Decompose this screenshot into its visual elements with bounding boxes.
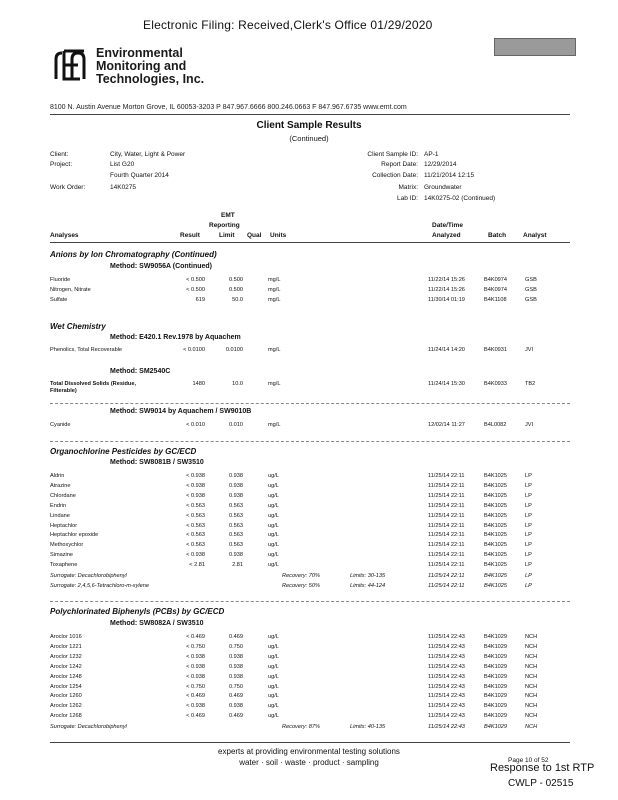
result-value: 1480 [192, 381, 205, 387]
analyst: GSB [525, 296, 537, 303]
analyst: LP [525, 482, 532, 489]
analyzed-date: 11/25/14 22:11 [428, 522, 465, 529]
analyzed-date: 11/25/14 22:11 [428, 532, 465, 539]
units: ug/L [268, 502, 279, 509]
section-title: Wet Chemistry [50, 322, 106, 331]
reporting-limit: 0.563 [229, 542, 243, 549]
analyst: LP [525, 492, 532, 499]
method-label: Method: SW8082A / SW3510 [110, 620, 204, 627]
analyzed-date: 11/25/14 22:11 [428, 562, 465, 569]
table-row [50, 644, 570, 653]
table-row [50, 532, 570, 541]
reporting-limit: 0.500 [229, 277, 243, 283]
units: ug/L [268, 552, 279, 559]
table-row [50, 542, 570, 551]
footer-services: water · soil · waste · product · sampling [239, 758, 379, 767]
batch-id: B4K1029 [484, 634, 508, 640]
batch-id: B4K0931 [484, 347, 508, 353]
reporting-limit: 0.938 [229, 663, 243, 670]
analyzed-date: 11/30/14 01:19 [428, 296, 465, 303]
batch-id: B4K1029 [484, 673, 508, 680]
units: ug/L [268, 542, 279, 549]
reporting-limit: 0.938 [229, 703, 243, 710]
table-row [50, 503, 570, 512]
analyst: LP [525, 502, 532, 509]
analyte-name: Aroclor 1254 [50, 683, 82, 690]
units: ug/L [268, 522, 279, 529]
response-label: Response to 1st RTP [490, 762, 595, 774]
analyzed-date: 11/22/14 15:26 [428, 277, 465, 283]
batch-id: B4K1025 [484, 552, 508, 559]
table-row [50, 381, 570, 394]
section-title: Polychlorinated Biphenyls (PCBs) by GC/ECD [50, 607, 225, 616]
batch-id: B4K1029 [484, 713, 508, 720]
result-value: < 0.563 [186, 522, 205, 529]
reporting-limit: 0.938 [229, 492, 243, 499]
reporting-limit: 0.938 [229, 673, 243, 680]
result-value: < 0.469 [186, 693, 205, 700]
units: ug/L [268, 634, 279, 640]
result-value: < 0.938 [186, 552, 205, 559]
method-label: Method: E420.1 Rev.1978 by Aquachem [110, 334, 241, 341]
reporting-limit: 10.0 [232, 381, 243, 387]
analyst: LP [525, 542, 532, 549]
method-label: Method: SW9056A (Continued) [110, 263, 213, 270]
batch-id: B4K1025 [484, 532, 508, 539]
table-row [50, 674, 570, 683]
analyst: TB2 [525, 381, 536, 387]
reporting-limit: 0.938 [229, 473, 243, 479]
analyzed-date: 11/25/14 22:43 [428, 703, 465, 710]
analyte-name: Chlordane [50, 492, 76, 499]
units: mg/L [268, 296, 281, 303]
section-divider [50, 441, 570, 442]
reporting-limit: 0.938 [229, 482, 243, 489]
units: ug/L [268, 653, 279, 660]
analyte-name: Aroclor 1016 [50, 634, 82, 640]
surrogate-row: Surrogate: Decachlorobiphenyl Recovery: 87% Limits: 40-135 11/25/14 22:43 B4K1029 NCH [50, 724, 538, 731]
analyzed-date: 11/25/14 22:43 [428, 663, 465, 670]
analyzed-date: 11/25/14 22:43 [428, 653, 465, 660]
batch-id: B4K1025 [484, 492, 508, 499]
analyte-name: Nitrogen, Nitrate [50, 286, 91, 293]
analyst: NCH [525, 683, 538, 690]
analyte-name: Cyanide [50, 422, 71, 428]
units: ug/L [268, 693, 279, 700]
units: ug/L [268, 683, 279, 690]
method-label: Method: SM2540C [110, 368, 171, 375]
result-value: < 0.750 [186, 683, 205, 690]
analyte-name: Heptachlor [50, 522, 78, 529]
analyte-name: Total Dissolved Solids (Residue, Filterable) [50, 381, 136, 394]
analyst: GSB [525, 286, 537, 293]
units: mg/L [268, 422, 281, 428]
analyst: NCH [525, 673, 538, 680]
analyzed-date: 11/25/14 22:43 [428, 693, 465, 700]
batch-id: B4K0974 [484, 277, 508, 283]
result-value: < 0.750 [186, 643, 205, 650]
result-value: < 0.563 [186, 532, 205, 539]
analyte-name: Simazine [50, 552, 74, 559]
result-value: < 0.469 [186, 634, 205, 640]
analyte-name: Aroclor 1268 [50, 713, 82, 720]
analyst: NCH [525, 653, 538, 660]
analyte-name: Aroclor 1262 [50, 703, 82, 710]
batch-id: B4K1025 [484, 482, 508, 489]
emt-logo-icon [50, 47, 92, 83]
table-row [50, 473, 570, 482]
units: ug/L [268, 562, 279, 569]
table-row [50, 277, 570, 286]
section-title: Organochlorine Pesticides by GC/ECD [50, 447, 197, 456]
table-row [50, 634, 570, 643]
result-value: < 0.0100 [183, 347, 205, 353]
analyzed-date: 11/25/14 22:11 [428, 482, 465, 489]
analyte-name: Aroclor 1221 [50, 643, 82, 650]
analyte-name: Aroclor 1248 [50, 673, 82, 680]
table-row [50, 347, 570, 356]
analyst: LP [525, 512, 532, 519]
units: ug/L [268, 713, 279, 720]
analyte-name: Aroclor 1232 [50, 653, 82, 660]
analyzed-date: 11/25/14 22:43 [428, 683, 465, 690]
analyzed-date: 11/25/14 22:43 [428, 713, 465, 720]
units: mg/L [268, 277, 281, 283]
section-divider [50, 601, 570, 602]
analyzed-date: 11/25/14 22:11 [428, 552, 465, 559]
filing-header: Electronic Filing: Received,Clerk's Office 01/29/2020 [143, 18, 433, 32]
batch-id: B4K1025 [484, 473, 508, 479]
result-value: < 0.938 [186, 663, 205, 670]
reporting-limit: 0.469 [229, 713, 243, 720]
method-label: Method: SW8081B / SW3510 [110, 459, 204, 466]
units: ug/L [268, 482, 279, 489]
batch-id: B4K0974 [484, 286, 508, 293]
analyte-name: Heptachlor epoxide [50, 532, 99, 539]
batch-id: B4K0933 [484, 381, 508, 387]
reporting-limit: 2.81 [232, 562, 243, 569]
table-row [50, 513, 570, 522]
table-row [50, 664, 570, 673]
analyte-name: Atrazine [50, 482, 71, 489]
reporting-limit: 0.563 [229, 532, 243, 539]
units: ug/L [268, 532, 279, 539]
batch-id: B4K1029 [484, 683, 508, 690]
analyte-name: Sulfate [50, 296, 68, 303]
analyst: NCH [525, 643, 538, 650]
table-row [50, 523, 570, 532]
company-name: Environmental Monitoring and Technologies, Inc. [96, 46, 205, 86]
result-value: < 0.938 [186, 482, 205, 489]
analyzed-date: 11/25/14 22:43 [428, 673, 465, 680]
column-rule [50, 242, 570, 243]
batch-id: B4L0082 [484, 422, 507, 428]
result-value: < 0.500 [186, 277, 205, 283]
section-title: Anions by Ion Chromatography (Continued) [50, 250, 217, 259]
table-row [50, 422, 570, 431]
method-label: Method: SW9014 by Aquachem / SW9010B [110, 408, 252, 415]
batch-id: B4K1025 [484, 522, 508, 529]
analyte-name: Aroclor 1242 [50, 663, 82, 670]
table-row [50, 654, 570, 663]
table-row [50, 562, 570, 571]
batch-id: B4K1029 [484, 663, 508, 670]
batch-id: B4K1029 [484, 693, 508, 700]
received-stamp [494, 38, 576, 56]
analyte-name: Methoxychlor [50, 542, 84, 549]
footer-rule [50, 742, 570, 743]
table-row [50, 287, 570, 296]
analyte-name: Endrin [50, 502, 67, 509]
analyst: JVI [525, 422, 534, 428]
result-value: < 0.010 [186, 422, 205, 428]
analyst: NCH [525, 663, 538, 670]
units: mg/L [268, 381, 281, 387]
reporting-limit: 0.750 [229, 683, 243, 690]
surrogate-row: Surrogate: 2,4,5,6-Tetrachloro-m-xylene Recovery: 50% Limits: 44-124 11/25/14 22:11 B4K1025 LP [50, 582, 532, 589]
batch-id: B4K1029 [484, 703, 508, 710]
bates-number: CWLP - 02515 [508, 778, 574, 789]
result-value: < 0.563 [186, 502, 205, 509]
result-value: < 0.938 [186, 492, 205, 499]
result-value: < 2.81 [189, 562, 205, 569]
analyst: LP [525, 552, 532, 559]
batch-id: B4K1025 [484, 562, 508, 569]
table-row [50, 297, 570, 306]
reporting-limit: 0.938 [229, 653, 243, 660]
units: ug/L [268, 492, 279, 499]
units: ug/L [268, 663, 279, 670]
result-value: < 0.938 [186, 673, 205, 680]
units: mg/L [268, 347, 281, 353]
table-row [50, 552, 570, 561]
method-divider [50, 403, 570, 404]
analyst: NCH [525, 703, 538, 710]
analyst: NCH [525, 693, 538, 700]
reporting-limit: 0.469 [229, 693, 243, 700]
analyzed-date: 11/25/14 22:43 [428, 643, 465, 650]
header-rule [50, 114, 570, 115]
analyte-name: Aldrin [50, 473, 65, 479]
reporting-limit: 0.469 [229, 634, 243, 640]
analyzed-date: 12/02/14 11:27 [428, 422, 465, 428]
units: ug/L [268, 512, 279, 519]
reporting-limit: 0.938 [229, 552, 243, 559]
batch-id: B4K1029 [484, 643, 508, 650]
reporting-limit: 0.500 [229, 286, 243, 293]
analyte-name: Lindane [50, 512, 70, 519]
analyzed-date: 11/25/14 22:11 [428, 502, 465, 509]
result-value: < 0.563 [186, 512, 205, 519]
company-address: 8100 N. Austin Avenue Morton Grove, IL 60053-3203 P 847.967.6666 800.246.0663 F 847.967.6735 www.emt.com [50, 104, 407, 111]
analyzed-date: 11/25/14 22:11 [428, 512, 465, 519]
result-value: < 0.938 [186, 473, 205, 479]
analyst: GSB [525, 277, 537, 283]
analyte-name: Aroclor 1260 [50, 693, 82, 700]
analyzed-date: 11/25/14 22:11 [428, 473, 465, 479]
table-row [50, 493, 570, 502]
analyzed-date: 11/24/14 14:20 [428, 347, 465, 353]
analyst: LP [525, 522, 532, 529]
units: ug/L [268, 473, 279, 479]
analyzed-date: 11/25/14 22:11 [428, 542, 465, 549]
analyst: NCH [525, 634, 538, 640]
analyzed-date: 11/24/14 15:30 [428, 381, 465, 387]
reporting-limit: 0.010 [229, 422, 243, 428]
table-row [50, 713, 570, 722]
table-row [50, 703, 570, 712]
surrogate-row: Surrogate: Decachlorobiphenyl Recovery: 70% Limits: 30-135 11/25/14 22:11 B4K1025 LP [50, 573, 532, 579]
reporting-limit: 0.563 [229, 522, 243, 529]
result-value: < 0.469 [186, 713, 205, 720]
result-value: < 0.500 [186, 286, 205, 293]
analyzed-date: 11/22/14 15:26 [428, 286, 465, 293]
analyte-name: Fluoride [50, 277, 71, 283]
page-number: Page 10 of 52 [508, 757, 549, 764]
reporting-limit: 0.750 [229, 643, 243, 650]
table-row [50, 693, 570, 702]
footer-tagline: experts at providing environmental testing solutions [218, 747, 400, 756]
batch-id: B4K1029 [484, 653, 508, 660]
result-value: 619 [195, 296, 205, 303]
reporting-limit: 50.0 [232, 296, 243, 303]
analyte-name: Phenolics, Total Recoverable [50, 347, 123, 353]
units: mg/L [268, 286, 281, 293]
analyzed-date: 11/25/14 22:11 [428, 492, 465, 499]
batch-id: B4K1025 [484, 502, 508, 509]
analyst: LP [525, 562, 532, 569]
analyte-name: Toxaphene [50, 562, 78, 569]
reporting-limit: 0.0100 [225, 347, 243, 353]
units: ug/L [268, 643, 279, 650]
reporting-limit: 0.563 [229, 502, 243, 509]
analyst: NCH [525, 713, 538, 720]
reporting-limit: 0.563 [229, 512, 243, 519]
batch-id: B4K1025 [484, 542, 508, 549]
result-value: < 0.938 [186, 653, 205, 660]
analyzed-date: 11/25/14 22:43 [428, 634, 465, 640]
batch-id: B4K1108 [484, 296, 507, 303]
batch-id: B4K1025 [484, 512, 508, 519]
analyst: LP [525, 532, 532, 539]
result-value: < 0.938 [186, 703, 205, 710]
result-value: < 0.563 [186, 542, 205, 549]
analyst: LP [525, 473, 532, 479]
table-row [50, 483, 570, 492]
report-subtitle: (Continued) [289, 134, 329, 143]
table-row [50, 684, 570, 693]
units: ug/L [268, 703, 279, 710]
analyst: JVI [525, 347, 534, 353]
units: ug/L [268, 673, 279, 680]
report-title: Client Sample Results [256, 120, 362, 131]
